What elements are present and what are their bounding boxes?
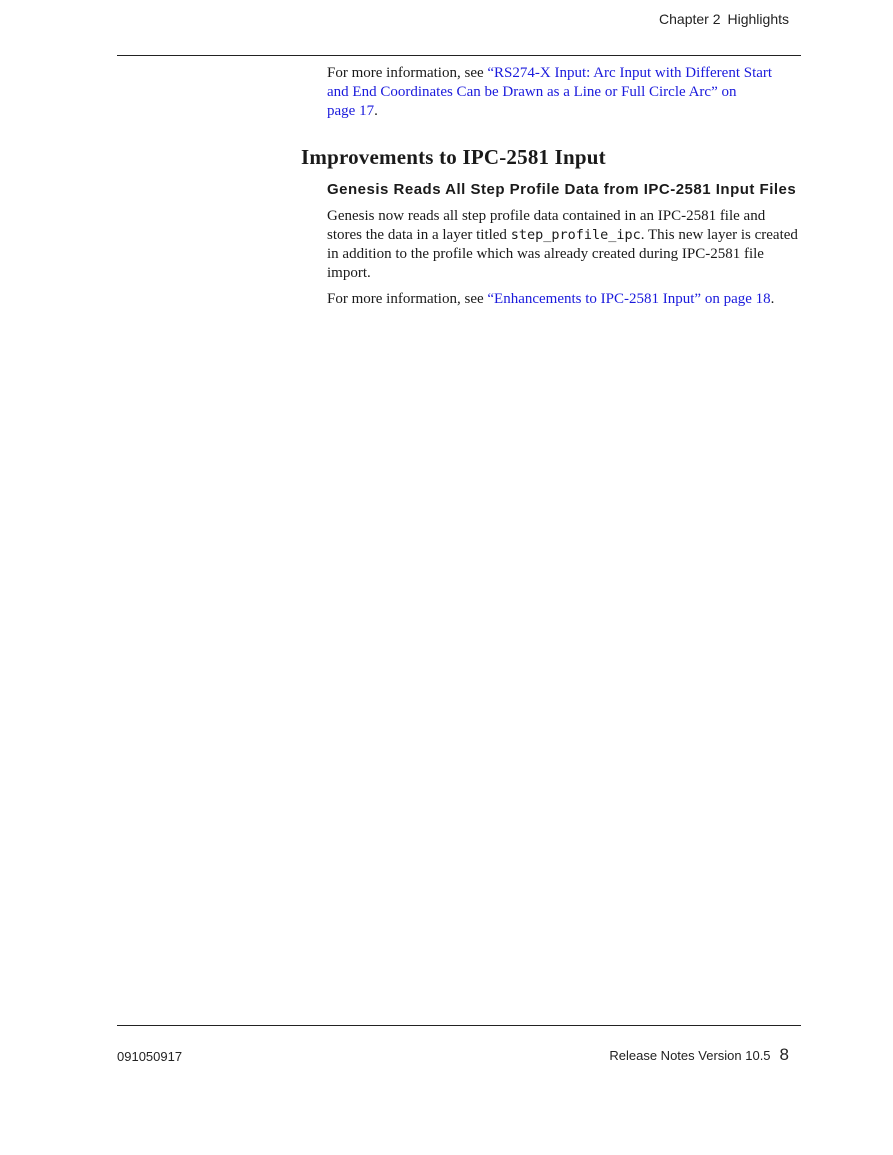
body-line-3: in addition to the profile which was already created during IPC-2581 file (327, 246, 764, 262)
intro-prefix: For more information, see (327, 65, 488, 81)
body-line-4: import. (327, 265, 371, 281)
header-chapter: Chapter 2 (659, 11, 721, 27)
section-heading: Improvements to IPC-2581 Input (301, 145, 606, 169)
page-number: 8 (779, 1045, 789, 1064)
body-line-2a: stores the data in a layer titled (327, 227, 511, 243)
layer-name-code: step_profile_ipc (510, 227, 641, 243)
footer-rule (117, 1025, 801, 1026)
body-paragraph (327, 207, 803, 283)
header-section: Highlights (727, 11, 789, 27)
body-line-1: Genesis now reads all step profile data contained in an IPC-2581 file and (327, 208, 766, 224)
more-info-prefix: For more information, see (327, 291, 488, 307)
header-rule (117, 55, 801, 56)
intro-paragraph (327, 64, 803, 121)
body-line-2b: . This new layer is created (640, 227, 798, 243)
footer-doc-number: 091050917 (117, 1049, 183, 1064)
intro-suffix: . (374, 103, 378, 119)
running-header (659, 11, 789, 27)
ipc2581-cross-reference-link[interactable]: “Enhancements to IPC-2581 Input” on page 18 (487, 291, 771, 307)
footer-right (609, 1045, 789, 1065)
subsection-heading: Genesis Reads All Step Profile Data from IPC-2581 Input Files (327, 181, 797, 198)
more-info-suffix: . (770, 291, 775, 307)
more-info-paragraph (327, 290, 803, 309)
footer-doc-title: Release Notes Version 10.5 (609, 1048, 771, 1063)
rs274x-cross-reference-link[interactable]: “RS274-X Input: Arc Input with Different Start and End Coordinates Can be Drawn as a Line or Full Circle Arc” on page 17 (327, 65, 773, 119)
